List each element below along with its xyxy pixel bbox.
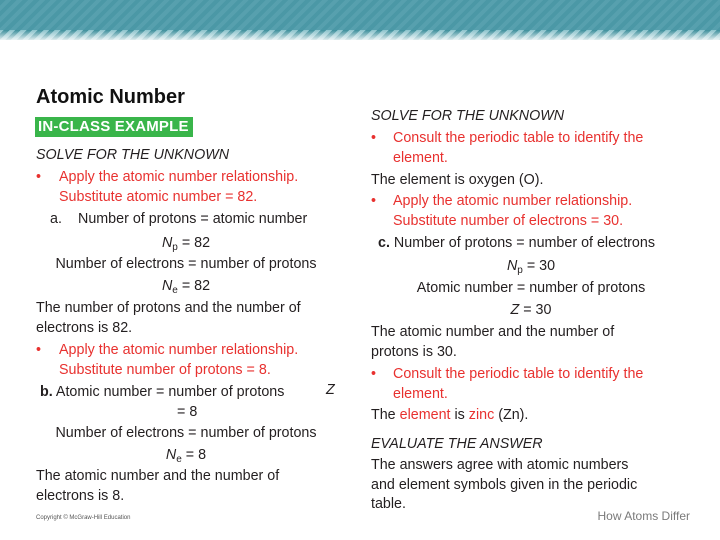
right-sentence-line2: protons is 30.	[371, 344, 457, 360]
slide-title: Atomic Number	[36, 86, 185, 108]
left-np-equation: $N_p = 82$	[161, 235, 211, 253]
right-bullet1-line2: element.	[393, 150, 448, 166]
left-electrons-equation-1: Number of electrons = number of protons	[55, 256, 317, 272]
bullet-icon: •	[36, 342, 42, 358]
right-bullet2-line1: Apply the atomic number relationship.	[393, 193, 633, 209]
right-sentence-line1: The atomic number and the number of	[371, 324, 615, 340]
right-element-answer-2: The element is zinc (Zn).	[371, 407, 529, 423]
left-z-equation: = 8	[177, 404, 198, 420]
left-bullet2-line2: Substitute number of protons = 8.	[59, 362, 271, 378]
bullet-icon: •	[371, 193, 377, 209]
left-sentence2-line2: electrons is 8.	[36, 488, 125, 504]
right-evaluate-line1: The answers agree with atomic numbers	[371, 457, 629, 473]
right-bullet3-line1: Consult the periodic table to identify the	[393, 366, 644, 382]
right-atomic-equation: Atomic number = number of protons	[416, 280, 646, 296]
left-sentence1-line1: The number of protons and the number of	[36, 300, 301, 316]
left-sentence1-line2: electrons is 82.	[36, 320, 133, 336]
right-z-equation: Z = 30	[510, 302, 552, 318]
left-a-label: a.	[50, 211, 62, 227]
in-class-example-tag: IN-CLASS EXAMPLE	[35, 117, 193, 137]
right-np-equation: $N_p = 30$	[506, 258, 556, 276]
section-title: How Atoms Differ	[597, 509, 690, 523]
right-c-line: c. Number of protons = number of electrons	[378, 235, 655, 251]
left-z-variable: Z	[326, 382, 335, 398]
left-a-text: Number of protons = atomic number	[78, 211, 308, 227]
bullet-icon: •	[371, 366, 377, 382]
left-bullet2-line1: Apply the atomic number relationship.	[59, 342, 299, 358]
left-solve-heading: SOLVE FOR THE UNKNOWN	[36, 147, 230, 163]
left-ne-equation-1: $N_e = 82$	[161, 278, 211, 296]
bullet-icon: •	[36, 169, 42, 185]
bullet-icon: •	[371, 130, 377, 146]
copyright-notice: Copyright © McGraw-Hill Education	[36, 515, 131, 521]
left-bullet1-line1: Apply the atomic number relationship.	[59, 169, 299, 185]
left-electrons-equation-2: Number of electrons = number of protons	[55, 425, 317, 441]
left-sentence2-line1: The atomic number and the number of	[36, 468, 280, 484]
right-bullet3-line2: element.	[393, 386, 448, 402]
left-b-line: b. Atomic number = number of protons	[40, 384, 285, 400]
right-solve-heading: SOLVE FOR THE UNKNOWN	[371, 108, 565, 124]
right-evaluate-heading: EVALUATE THE ANSWER	[371, 436, 543, 452]
header-banner-fade	[0, 30, 720, 42]
left-ne-equation-2: $N_e = 8$	[165, 447, 207, 465]
left-bullet1-line2: Substitute atomic number = 82.	[59, 189, 258, 205]
right-element-answer-1: The element is oxygen (O).	[371, 172, 544, 188]
right-evaluate-line2: and element symbols given in the periodic	[371, 477, 638, 493]
header-banner-band	[0, 0, 720, 30]
right-evaluate-line3: table.	[371, 496, 406, 512]
right-bullet2-line2: Substitute number of electrons = 30.	[393, 213, 624, 229]
right-bullet1-line1: Consult the periodic table to identify the	[393, 130, 644, 146]
